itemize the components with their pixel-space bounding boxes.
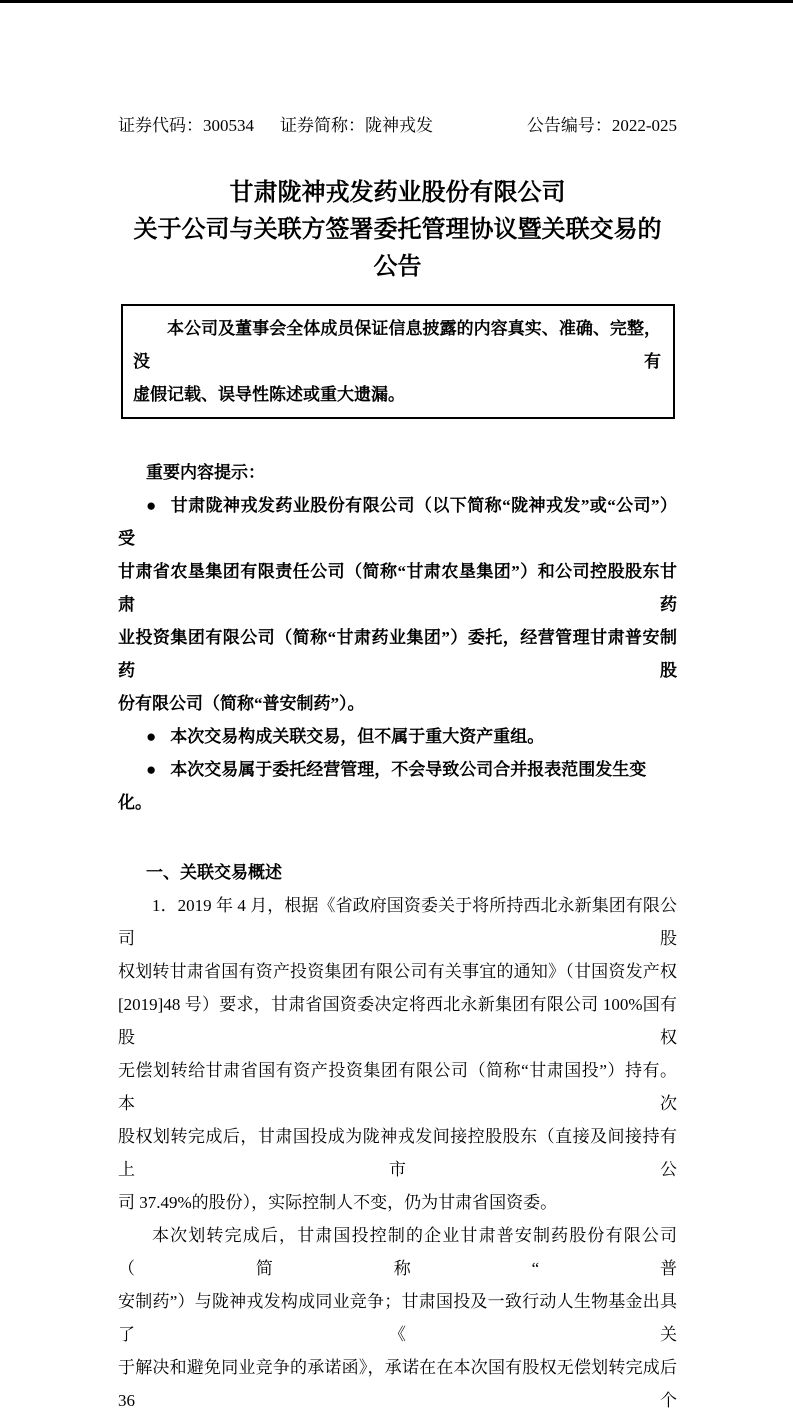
notice-item-1-line-2: 甘肃省农垦集团有限责任公司（简称“甘肃农垦集团”）和公司控股股东甘肃药 [118, 562, 677, 614]
bullet-icon: ● [146, 760, 157, 779]
notice-item-1-line-3: 业投资集团有限公司（简称“甘肃药业集团”）委托，经营管理甘肃普安制药股 [118, 628, 677, 680]
bullet-icon: ● [146, 727, 157, 746]
title-line-2: 关于公司与关联方签署委托管理协议暨关联交易的 [133, 217, 662, 243]
paragraph-1-line-1: 1．2019 年 4 月，根据《省政府国资委关于将所持西北永新集团有限公司股 [118, 896, 677, 948]
paragraph-1-line-4: 无偿划转给甘肃省国有资产投资集团有限公司（简称“甘肃国投”）持有。本次 [118, 1061, 677, 1113]
notice-item-1-line-1 [118, 489, 677, 555]
notice-item-1-text: 甘肃陇神戎发药业股份有限公司（以下简称“陇神戎发”或“公司”）受 [118, 496, 677, 548]
disclaimer-line-2: 虚假记载、误导性陈述或重大遗漏。 [133, 385, 405, 404]
disclaimer-box [121, 304, 675, 419]
document-content [0, 115, 793, 1417]
doc-title [118, 175, 677, 286]
paragraph-2-line-1: 本次划转完成后，甘肃国投控制的企业甘肃普安制药股份有限公司（简称“普 [118, 1226, 677, 1278]
notice-item-3-line-1 [118, 753, 677, 819]
disclaimer-line-1: 本公司及董事会全体成员保证信息披露的内容真实、准确、完整，没有 [133, 319, 661, 371]
page-top-border [0, 0, 793, 3]
section-1 [118, 856, 677, 1417]
title-line-1: 甘肃陇神戎发药业股份有限公司 [229, 180, 566, 206]
title-line-3: 公告 [373, 254, 422, 280]
notice-item-2-text: 本次交易构成关联交易，但不属于重大资产重组。 [170, 727, 545, 746]
section-1-heading: 一、关联交易概述 [146, 863, 282, 882]
notice-item-1-line-4: 份有限公司（简称“普安制药”）。 [118, 694, 365, 713]
paragraph-1-line-5: 股权划转完成后，甘肃国投成为陇神戎发间接控股股东（直接及间接持有上市公 [118, 1127, 677, 1179]
notice-item-3-text: 本次交易属于委托经营管理，不会导致公司合并报表范围发生变化。 [118, 760, 647, 812]
stock-abbr: 证券简称：陇神戎发 [280, 116, 433, 135]
paragraph-1-line-2: 权划转甘肃省国有资产投资集团有限公司有关事宜的通知》（甘国资发产权 [118, 962, 677, 981]
notice-item-2-line-1 [118, 720, 677, 753]
bullet-icon: ● [146, 496, 157, 515]
notice-heading: 重要内容提示： [146, 463, 265, 482]
stock-code: 证券代码：300534 [118, 116, 254, 135]
announcement-number: 公告编号：2022-025 [526, 116, 677, 135]
paragraph-2-line-3: 于解决和避免同业竞争的承诺函》，承诺在在本次国有股权无偿划转完成后 36 个 [118, 1358, 677, 1410]
header-row [118, 115, 677, 136]
notice-section [118, 456, 677, 819]
paragraph-1-line-6: 司 37.49%的股份），实际控制人不变，仍为甘肃省国资委。 [118, 1193, 558, 1212]
paragraph-2-line-2: 安制药”）与陇神戎发构成同业竞争；甘肃国投及一致行动人生物基金出具了《关 [118, 1292, 677, 1344]
paragraph-1-line-3: [2019]48 号）要求，甘肃省国资委决定将西北永新集团有限公司 100%国有股权 [118, 995, 677, 1047]
